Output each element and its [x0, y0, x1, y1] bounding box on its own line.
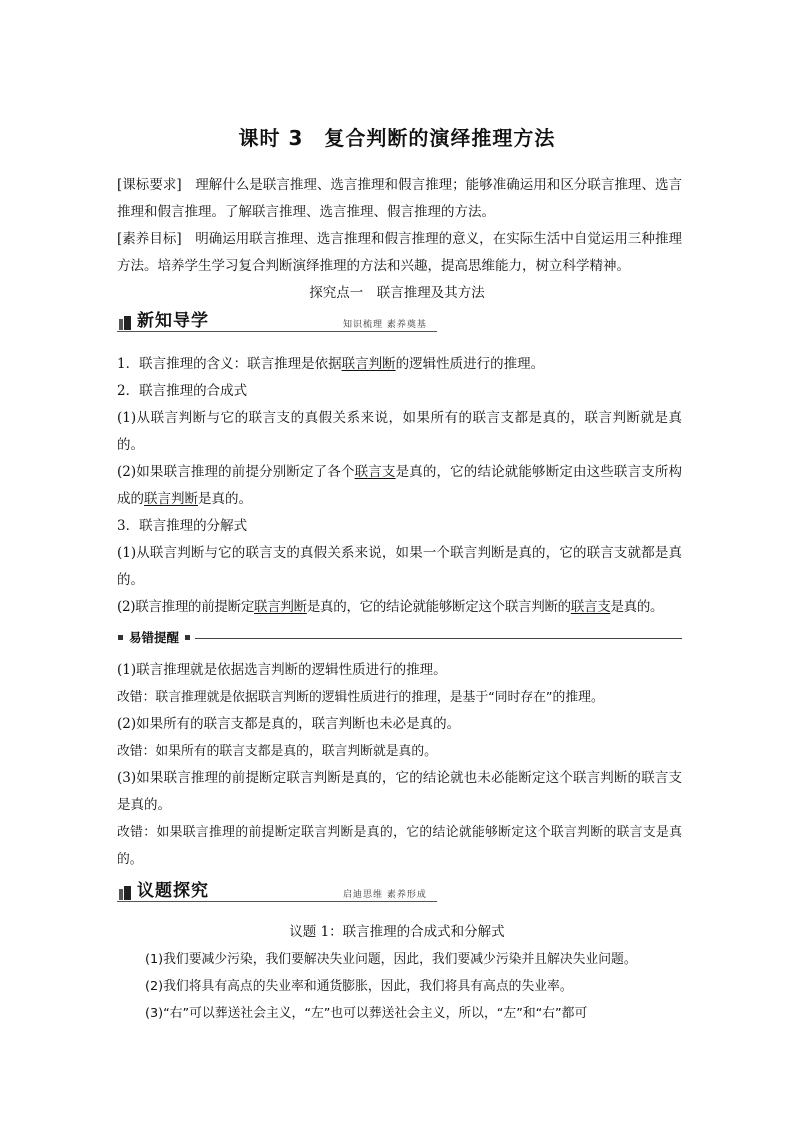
- knowledge-item-2b: [117, 459, 682, 513]
- goal-text: 明确运用联言推理、选言推理和假言推理的意义，在实际生活中自觉运用三种推理方法。培养学生学习复合判断演绎推理的方法和兴趣，提高思维能力，树立科学精神。: [117, 231, 682, 274]
- error-item-3: (3)如果联言推理的前提断定联言判断是真的，它的结论就也未必能断定这个联言判断的联言支是真的。: [117, 770, 682, 813]
- knowledge-item-3a: (1)从联言判断与它的联言支的真假关系来说，如果一个联言判断是真的，它的联言支就都是真的。: [117, 545, 682, 588]
- section-heading: 新知导学: [137, 311, 209, 331]
- knowledge-item-2: 2．联言推理的合成式: [117, 383, 248, 399]
- explore-point-title: 探究点一 联言推理及其方法: [309, 285, 485, 301]
- underlined-term: 联言支: [354, 464, 396, 480]
- section-subheading: 知识梳理 素养奠基: [343, 320, 427, 330]
- correction-1: 改错：联言推理就是依据联言判断的逻辑性质进行的推理，是基于“同时存在”的推理。: [117, 690, 604, 705]
- bullet-square-icon: [185, 635, 190, 640]
- section-marker-icon: [119, 316, 131, 330]
- underlined-term: 联言判断: [144, 491, 198, 507]
- page-title: 课时 3 复合判断的演绎推理方法: [238, 126, 556, 150]
- correction-2: 改错：如果所有的联言支都是真的，联言判断就是真的。: [117, 744, 437, 759]
- underlined-term: 联言判断: [341, 356, 396, 372]
- knowledge-item-3b: [117, 594, 682, 621]
- section-new-knowledge: [117, 306, 437, 332]
- section-divider: [117, 331, 437, 332]
- tip-divider: [195, 638, 682, 639]
- text: 是真的，它的结论就能够断定由这些联言支所构成的: [117, 464, 683, 507]
- tip-label: 易错提醒: [129, 630, 180, 645]
- text: 1．联言推理的含义：联言推理是依据: [117, 356, 342, 372]
- requirement-label: [课标要求]: [117, 177, 182, 193]
- knowledge-item-3: 3．联言推理的分解式: [117, 518, 248, 534]
- knowledge-item-2a: (1)从联言判断与它的联言支的真假关系来说，如果所有的联言支都是真的，联言判断就是真的。: [117, 410, 682, 453]
- error-item-2: (2)如果所有的联言支都是真的，联言判断也未必是真的。: [117, 716, 461, 732]
- section-heading: 议题探究: [137, 881, 209, 901]
- text: (2)如果联言推理的前提分别断定了各个: [117, 464, 355, 480]
- error-tip-header: [117, 628, 682, 648]
- bullet-square-icon: [118, 635, 123, 640]
- underlined-term: 联言判断: [254, 599, 307, 615]
- goal-label: [素养目标]: [117, 231, 182, 247]
- literacy-goal: [117, 226, 682, 280]
- section-marker-icon: [119, 886, 131, 900]
- text: (2)联言推理的前提断定: [117, 599, 255, 615]
- section-subheading: 启迪思维 素养形成: [343, 890, 427, 900]
- underlined-term: 联言支: [570, 599, 611, 615]
- text: 是真的。: [198, 491, 252, 507]
- correction-3: 改错：如果联言推理的前提断定联言判断是真的，它的结论就能够断定这个联言判断的联言支是真的。: [117, 825, 682, 867]
- knowledge-item-1: [117, 351, 682, 378]
- topic-question-2: (2)我们将具有高点的失业率和通货膨胀，因此，我们将具有高点的失业率。: [145, 979, 573, 994]
- text: 的逻辑性质进行的推理。: [395, 356, 545, 372]
- section-divider: [117, 901, 437, 902]
- topic-question-1: (1)我们要减少污染，我们要解决失业问题，因此，我们要减少污染并且解决失业问题。: [145, 952, 637, 967]
- error-item-1: (1)联言推理就是依据选言判断的逻辑性质进行的推理。: [117, 662, 447, 678]
- requirement-text: 理解什么是联言推理、选言推理和假言推理；能够准确运用和区分联言推理、选言推理和假言推理。了解联言推理、选言推理、假言推理的方法。: [117, 177, 682, 220]
- text: 是真的，它的结论就能够断定这个联言判断的: [306, 599, 571, 615]
- curriculum-requirement: [117, 172, 682, 226]
- section-topic-inquiry: [117, 876, 437, 902]
- topic-question-3: (3)“右”可以葬送社会主义，“左”也可以葬送社会主义，所以，“左”和“右”都可: [145, 1006, 588, 1021]
- topic-title: 议题 1：联言推理的合成式和分解式: [289, 924, 505, 940]
- text: 是真的。: [610, 599, 664, 615]
